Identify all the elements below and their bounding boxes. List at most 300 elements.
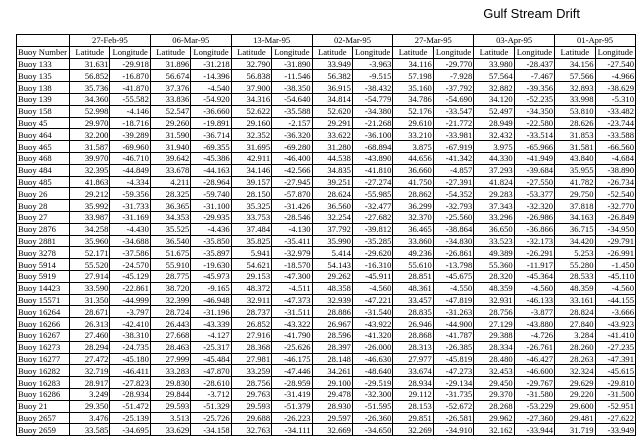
latitude-cell: 32.200 (70, 129, 110, 141)
longitude-cell: -45.973 (191, 270, 231, 282)
longitude-cell: -45.180 (110, 353, 150, 365)
longitude-cell: -29.134 (433, 377, 473, 389)
table-body (17, 58, 636, 436)
longitude-cell: -52.951 (595, 400, 635, 412)
latitude-cell: 37.818 (555, 200, 595, 212)
longitude-cell: -43.890 (352, 152, 392, 164)
table-row (17, 388, 636, 400)
latitude-cell: 27.668 (150, 329, 190, 341)
longitude-cell: -43.339 (191, 318, 231, 330)
longitude-cell: -43.923 (595, 318, 635, 330)
longitude-cell: -47.391 (595, 353, 635, 365)
longitude-cell: -44.849 (110, 164, 150, 176)
latitude-cell: 32.432 (474, 129, 514, 141)
table-row (17, 58, 636, 70)
latitude-cell: 37.376 (150, 82, 190, 94)
longitude-cell: -65.966 (514, 141, 554, 153)
longitude-cell: -55.582 (110, 93, 150, 105)
latitude-cell: 48.358 (312, 282, 352, 294)
page-title: Gulf Stream Drift (483, 6, 580, 21)
longitude-cell: -4.550 (433, 282, 473, 294)
longitude-cell: -13.798 (433, 259, 473, 271)
longitude-cell: -22.861 (110, 282, 150, 294)
latitude-cell: 28.480 (474, 353, 514, 365)
latitude-header: Latitude (393, 46, 433, 58)
longitude-cell: -31.263 (433, 306, 473, 318)
latitude-cell: 28.934 (393, 377, 433, 389)
latitude-cell: 29.350 (70, 400, 110, 412)
table-row (17, 365, 636, 377)
buoy-number-cell: Buoy 465 (17, 141, 70, 153)
longitude-cell: -25.726 (191, 412, 231, 424)
table-row (17, 129, 636, 141)
latitude-cell: 27.129 (474, 318, 514, 330)
latitude-cell: 31.590 (150, 129, 190, 141)
longitude-cell: -33.547 (433, 105, 473, 117)
latitude-cell: 32.893 (555, 82, 595, 94)
longitude-cell: -31.500 (595, 388, 635, 400)
longitude-cell: -34.650 (352, 424, 392, 436)
latitude-cell: 28.313 (393, 341, 433, 353)
longitude-cell: -41.787 (433, 329, 473, 341)
longitude-cell: -31.580 (514, 388, 554, 400)
longitude-cell: -47.819 (433, 294, 473, 306)
longitude-cell: -32.300 (352, 388, 392, 400)
longitude-cell: -54.640 (272, 93, 312, 105)
buoy-number-cell: Buoy 139 (17, 93, 70, 105)
longitude-cell: -29.918 (110, 58, 150, 70)
latitude-cell: 36.365 (150, 200, 190, 212)
longitude-cell: -11.546 (272, 70, 312, 82)
latitude-cell: 28.930 (312, 400, 352, 412)
longitude-cell: -28.546 (272, 211, 312, 223)
longitude-cell: -4.430 (110, 223, 150, 235)
longitude-cell: -31.735 (433, 388, 473, 400)
latitude-cell: 31.587 (70, 141, 110, 153)
latitude-cell: 34.163 (555, 211, 595, 223)
latitude-cell: 39.642 (150, 152, 190, 164)
longitude-header: Longitude (191, 46, 231, 58)
latitude-cell: 32.790 (231, 58, 271, 70)
buoy-number-cell: Buoy 14423 (17, 282, 70, 294)
table-row (17, 211, 636, 223)
latitude-cell: 54.621 (231, 259, 271, 271)
latitude-cell: 32.162 (474, 424, 514, 436)
buoy-number-cell: Buoy 5914 (17, 259, 70, 271)
latitude-cell: 29.291 (312, 117, 352, 129)
latitude-cell: 29.212 (70, 188, 110, 200)
longitude-cell: -27.360 (514, 412, 554, 424)
buoy-number-cell: Buoy 158 (17, 105, 70, 117)
longitude-cell: -46.400 (272, 152, 312, 164)
longitude-cell: -35.411 (272, 235, 312, 247)
latitude-cell: 26.852 (231, 318, 271, 330)
latitude-cell: 34.258 (70, 223, 110, 235)
table-row (17, 93, 636, 105)
longitude-cell: -46.427 (514, 353, 554, 365)
latitude-cell: 34.261 (312, 365, 352, 377)
longitude-cell: -4.560 (352, 282, 392, 294)
longitude-cell: -34.111 (272, 424, 312, 436)
longitude-cell: -43.322 (272, 318, 312, 330)
date-header: 02-Mar-95 (312, 35, 393, 47)
longitude-cell: -23.744 (595, 117, 635, 129)
buoy-number-cell: Buoy 16267 (17, 329, 70, 341)
latitude-cell: 34.156 (555, 58, 595, 70)
longitude-cell: -38.864 (433, 223, 473, 235)
latitude-cell: 33.980 (474, 58, 514, 70)
longitude-cell: -35.588 (272, 105, 312, 117)
longitude-cell: -32.793 (433, 200, 473, 212)
buoy-number-cell: Buoy 2659 (17, 424, 70, 436)
latitude-cell: 32.395 (70, 164, 110, 176)
latitude-cell: 4.211 (150, 176, 190, 188)
longitude-cell: -29.519 (352, 377, 392, 389)
latitude-cell: 57.566 (555, 70, 595, 82)
latitude-cell: 52.497 (474, 105, 514, 117)
longitude-cell: -34.695 (110, 424, 150, 436)
date-header: 03-Apr-95 (474, 35, 555, 47)
buoy-number-cell: Buoy 468 (17, 152, 70, 164)
latitude-cell: 37.343 (474, 200, 514, 212)
latitude-cell: 35.992 (70, 200, 110, 212)
latitude-cell: 33.283 (150, 365, 190, 377)
longitude-cell: -36.866 (514, 223, 554, 235)
longitude-cell: -3.712 (191, 388, 231, 400)
longitude-cell: -34.350 (514, 105, 554, 117)
table-row (17, 164, 636, 176)
latitude-cell: 31.350 (70, 294, 110, 306)
longitude-cell: -26.861 (433, 247, 473, 259)
latitude-cell: 33.259 (231, 365, 271, 377)
latitude-header: Latitude (231, 46, 271, 58)
latitude-cell: 29.688 (231, 412, 271, 424)
table-row (17, 329, 636, 341)
latitude-cell: 36.650 (474, 223, 514, 235)
latitude-cell: 26.443 (150, 318, 190, 330)
latitude-cell: 34.786 (393, 93, 433, 105)
longitude-cell: -4.130 (272, 223, 312, 235)
longitude-cell: -43.922 (352, 318, 392, 330)
longitude-cell: -33.949 (595, 424, 635, 436)
longitude-cell: -31.419 (272, 388, 312, 400)
latitude-cell: 27.460 (70, 329, 110, 341)
longitude-cell: -4.511 (272, 282, 312, 294)
longitude-cell: -57.870 (272, 188, 312, 200)
latitude-cell: 55.610 (393, 259, 433, 271)
longitude-cell: -27.622 (595, 412, 635, 424)
longitude-cell: -26.986 (514, 211, 554, 223)
longitude-cell: -25.560 (433, 211, 473, 223)
latitude-cell: 33.674 (393, 365, 433, 377)
latitude-cell: 55.360 (474, 259, 514, 271)
table-row (17, 117, 636, 129)
latitude-cell: 28.868 (393, 329, 433, 341)
longitude-cell: -25.139 (110, 412, 150, 424)
latitude-cell: 32.453 (474, 365, 514, 377)
latitude-cell: 32.254 (312, 211, 352, 223)
latitude-cell: 3.875 (393, 141, 433, 153)
latitude-cell: 31.695 (231, 141, 271, 153)
latitude-header: Latitude (312, 46, 352, 58)
longitude-cell: -27.682 (352, 211, 392, 223)
latitude-cell: 28.626 (555, 117, 595, 129)
longitude-cell: -54.690 (433, 93, 473, 105)
latitude-cell: 31.896 (150, 58, 190, 70)
latitude-cell: 34.353 (150, 211, 190, 223)
latitude-cell: 27.981 (231, 353, 271, 365)
table-row (17, 341, 636, 353)
latitude-cell: 29.153 (231, 270, 271, 282)
table-row (17, 235, 636, 247)
latitude-cell: 27.977 (393, 353, 433, 365)
longitude-cell: -19.630 (191, 259, 231, 271)
latitude-cell: 29.962 (474, 412, 514, 424)
longitude-cell: -44.163 (191, 164, 231, 176)
longitude-cell: -19.891 (191, 117, 231, 129)
longitude-cell: -29.767 (514, 377, 554, 389)
latitude-cell: 27.914 (70, 270, 110, 282)
latitude-cell: 36.540 (150, 235, 190, 247)
longitude-cell: -1.450 (595, 259, 635, 271)
longitude-cell: -3.877 (514, 306, 554, 318)
date-header: 01-Apr-95 (555, 35, 636, 47)
table-row (17, 294, 636, 306)
latitude-cell: 32.352 (231, 129, 271, 141)
latitude-cell: 28.397 (312, 341, 352, 353)
latitude-cell: 35.990 (312, 235, 352, 247)
latitude-cell: 35.736 (70, 82, 110, 94)
buoy-number-cell: Buoy 16273 (17, 341, 70, 353)
longitude-cell: -3.666 (595, 306, 635, 318)
latitude-cell: 32.939 (312, 294, 352, 306)
latitude-cell: 28.260 (555, 341, 595, 353)
latitude-cell: 27.472 (70, 353, 110, 365)
latitude-cell: 52.620 (312, 105, 352, 117)
longitude-cell: -35.285 (352, 235, 392, 247)
buoy-number-cell: Buoy 3278 (17, 247, 70, 259)
latitude-cell: 52.547 (150, 105, 190, 117)
latitude-cell: 31.280 (312, 141, 352, 153)
latitude-cell: 32.763 (231, 424, 271, 436)
latitude-cell: 29.370 (474, 388, 514, 400)
latitude-cell: 28.756 (474, 306, 514, 318)
latitude-cell: 28.334 (474, 341, 514, 353)
table-row (17, 306, 636, 318)
latitude-cell: 26.313 (70, 318, 110, 330)
column-header-row (17, 46, 636, 58)
buoy-number-header: Buoy Number (17, 46, 70, 58)
latitude-cell: 52.622 (231, 105, 271, 117)
latitude-cell: 34.360 (70, 93, 110, 105)
longitude-cell: -38.310 (110, 329, 150, 341)
latitude-cell: 36.299 (393, 200, 433, 212)
latitude-cell: 55.280 (555, 259, 595, 271)
longitude-cell: -34.830 (433, 235, 473, 247)
longitude-cell: -9.165 (191, 282, 231, 294)
longitude-cell: -36.660 (191, 105, 231, 117)
latitude-cell: 34.420 (555, 235, 595, 247)
latitude-cell: 28.148 (312, 353, 352, 365)
longitude-cell: -36.714 (191, 129, 231, 141)
latitude-cell: 32.324 (555, 365, 595, 377)
longitude-cell: -69.960 (110, 141, 150, 153)
longitude-cell: -26.734 (595, 176, 635, 188)
longitude-cell: -45.129 (110, 270, 150, 282)
latitude-cell: 27.840 (555, 318, 595, 330)
latitude-cell: 36.660 (393, 164, 433, 176)
latitude-cell: 33.457 (393, 294, 433, 306)
longitude-cell: -4.560 (595, 282, 635, 294)
longitude-cell: -29.620 (352, 247, 392, 259)
longitude-cell: -34.910 (433, 424, 473, 436)
buoy-number-cell: Buoy 15571 (17, 294, 70, 306)
latitude-cell: 57.198 (393, 70, 433, 82)
latitude-cell: 56.674 (150, 70, 190, 82)
latitude-cell: 42.911 (231, 152, 271, 164)
latitude-cell: 29.112 (393, 388, 433, 400)
date-header: 06-Mar-95 (150, 35, 231, 47)
longitude-cell: -31.511 (272, 306, 312, 318)
latitude-cell: 29.830 (150, 377, 190, 389)
latitude-cell: 44.656 (393, 152, 433, 164)
longitude-cell: -47.300 (272, 270, 312, 282)
buoy-number-cell: Buoy 21 (17, 400, 70, 412)
latitude-cell: 38.720 (150, 282, 190, 294)
latitude-cell: 29.262 (312, 270, 352, 282)
latitude-cell: 32.269 (393, 424, 433, 436)
latitude-cell: 35.525 (150, 223, 190, 235)
buoy-number-cell: Buoy 28 (17, 200, 70, 212)
latitude-cell: 48.372 (231, 282, 271, 294)
longitude-cell: -3.963 (352, 58, 392, 70)
table-row (17, 200, 636, 212)
longitude-header: Longitude (595, 46, 635, 58)
latitude-cell: 48.361 (393, 282, 433, 294)
latitude-cell: 52.998 (70, 105, 110, 117)
latitude-cell: 29.481 (555, 412, 595, 424)
longitude-cell: -46.630 (352, 353, 392, 365)
table-row (17, 318, 636, 330)
longitude-cell: -47.870 (191, 365, 231, 377)
latitude-cell: 34.316 (231, 93, 271, 105)
longitude-cell: -26.581 (433, 412, 473, 424)
latitude-header: Latitude (70, 46, 110, 58)
longitude-cell: -27.550 (514, 176, 554, 188)
table-row (17, 152, 636, 164)
longitude-cell: -32.173 (514, 235, 554, 247)
longitude-cell: -31.540 (352, 306, 392, 318)
longitude-cell: -28.964 (191, 176, 231, 188)
latitude-cell: 37.900 (231, 82, 271, 94)
latitude-cell: 55.520 (70, 259, 110, 271)
latitude-cell: 29.283 (474, 188, 514, 200)
longitude-cell: -44.900 (433, 318, 473, 330)
latitude-cell: 41.750 (393, 176, 433, 188)
longitude-cell: -45.364 (514, 270, 554, 282)
longitude-cell: -28.610 (191, 377, 231, 389)
buoy-number-cell: Buoy 485 (17, 176, 70, 188)
longitude-cell: -41.410 (595, 329, 635, 341)
table-row (17, 82, 636, 94)
latitude-cell: 3.975 (474, 141, 514, 153)
longitude-cell: -4.127 (191, 329, 231, 341)
longitude-cell: -27.235 (595, 341, 635, 353)
latitude-cell: 3.249 (70, 388, 110, 400)
buoy-number-cell: Buoy 464 (17, 129, 70, 141)
latitude-cell: 33.836 (150, 93, 190, 105)
longitude-cell: -38.890 (595, 164, 635, 176)
longitude-cell: -51.329 (191, 400, 231, 412)
latitude-cell: 28.325 (150, 188, 190, 200)
longitude-cell: -2.157 (272, 117, 312, 129)
latitude-cell: 33.753 (231, 211, 271, 223)
latitude-cell: 49.389 (474, 247, 514, 259)
longitude-cell: -31.100 (191, 200, 231, 212)
longitude-cell: -41.320 (352, 329, 392, 341)
longitude-cell: -25.317 (191, 341, 231, 353)
longitude-cell: -35.897 (191, 247, 231, 259)
longitude-cell: -47.221 (352, 294, 392, 306)
longitude-cell: -45.819 (433, 353, 473, 365)
latitude-cell: 28.949 (474, 117, 514, 129)
latitude-cell: 28.624 (312, 188, 352, 200)
longitude-cell: -26.385 (433, 341, 473, 353)
longitude-cell: -53.377 (514, 188, 554, 200)
latitude-cell: 29.851 (393, 412, 433, 424)
latitude-cell: 28.851 (393, 270, 433, 282)
buoy-number-cell: Buoy 16286 (17, 388, 70, 400)
latitude-cell: 32.882 (474, 82, 514, 94)
latitude-cell: 52.176 (393, 105, 433, 117)
latitude-cell: 31.853 (555, 129, 595, 141)
longitude-cell: -39.356 (514, 82, 554, 94)
buoy-number-cell: Buoy 45 (17, 117, 70, 129)
latitude-cell: 39.157 (231, 176, 271, 188)
table-row (17, 412, 636, 424)
latitude-cell: 28.463 (150, 341, 190, 353)
latitude-cell: 34.814 (312, 93, 352, 105)
longitude-cell: -33.588 (595, 129, 635, 141)
table-row (17, 400, 636, 412)
latitude-cell: 28.737 (231, 306, 271, 318)
latitude-cell: 31.719 (555, 424, 595, 436)
longitude-cell: -38.350 (272, 82, 312, 94)
longitude-cell: -4.334 (110, 176, 150, 188)
longitude-cell: -28.437 (514, 58, 554, 70)
longitude-cell: -26.991 (595, 247, 635, 259)
buoy-number-cell: Buoy 5919 (17, 270, 70, 282)
longitude-cell: -29.791 (595, 235, 635, 247)
latitude-cell: 33.860 (393, 235, 433, 247)
buoy-number-cell: Buoy 16282 (17, 365, 70, 377)
latitude-cell: 29.478 (312, 388, 352, 400)
longitude-cell: -33.482 (595, 105, 635, 117)
longitude-cell: -4.857 (433, 164, 473, 176)
latitude-cell: 56.852 (70, 70, 110, 82)
longitude-cell: -31.890 (272, 58, 312, 70)
longitude-cell: -31.196 (191, 306, 231, 318)
longitude-cell: -4.436 (191, 223, 231, 235)
corner-cell (17, 35, 70, 47)
latitude-cell: 29.160 (231, 117, 271, 129)
latitude-cell: 49.236 (393, 247, 433, 259)
longitude-cell: -14.396 (191, 70, 231, 82)
latitude-cell: 33.523 (474, 235, 514, 247)
longitude-cell: -46.411 (110, 365, 150, 377)
longitude-cell: -38.629 (595, 82, 635, 94)
latitude-cell: 37.293 (474, 164, 514, 176)
